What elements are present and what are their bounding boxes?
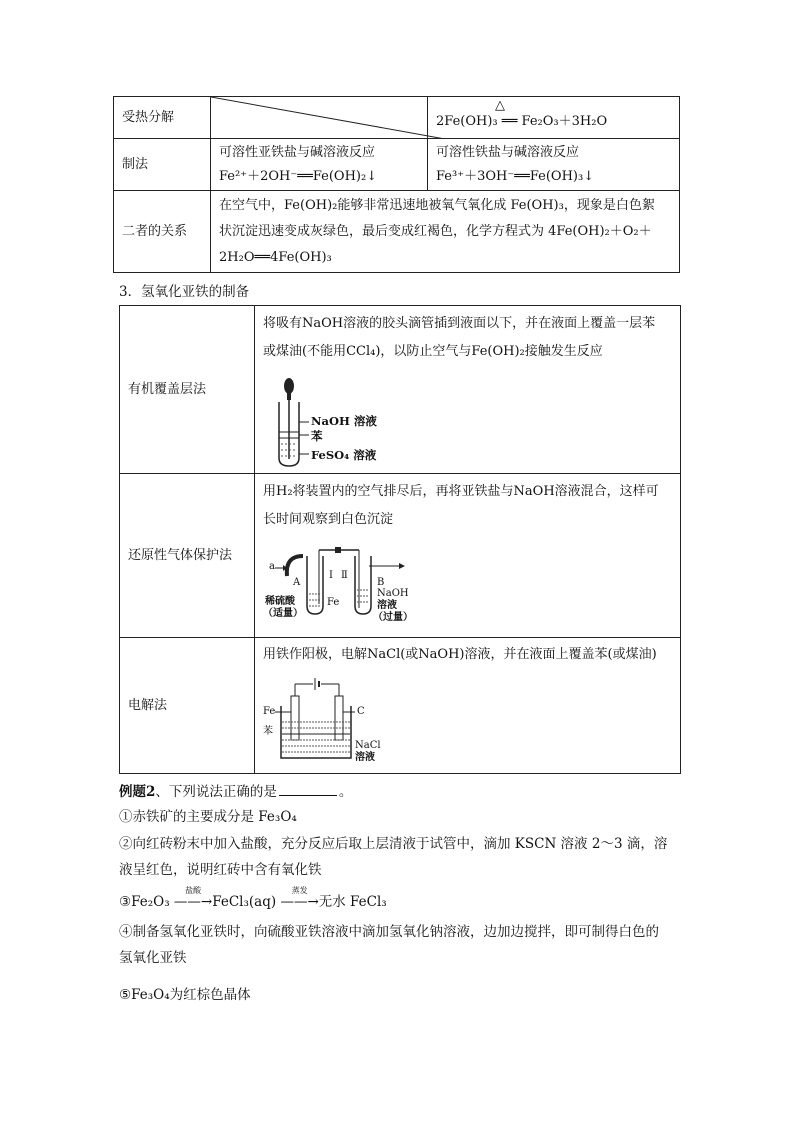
fe-oh3-decomposition: △ 2Fe(OH)₃ ══ Fe₂O₃＋3H₂O [428,97,680,139]
option-3: ③Fe₂O₃ 盐酸 ——→FeCl₃(aq) 蒸发 ——→无水 FeCl₃ [119,886,387,910]
relationship-text: 在空气中，Fe(OH)₂能够非常迅速地被氧气氧化成 Fe(OH)₃，现象是白色絮 状沉淀迅速变成灰绿色，最后变成红褐色，化学方程式为 4Fe(OH)₂＋O₂＋ 2H₂O══4Fe(OH)₃ [211,191,680,273]
diagonal-cell [211,97,428,139]
properties-table [113,96,680,273]
preparation-methods-table [119,305,681,774]
heat-symbol: △ [495,98,505,113]
label-electrolysis: 电解法 [120,638,255,774]
fe-oh3-preparation: 可溶性铁盐与碱溶液反应 Fe³⁺＋3OH⁻══Fe(OH)₃↓ [428,139,680,191]
option-1: ①赤铁矿的主要成分是 Fe₃O₄ [119,809,297,825]
label-reducing-gas: 还原性气体保护法 [120,474,255,638]
option-2-line1: ②向红砖粉末中加入盐酸，充分反应后取上层清液于试管中，滴加 KSCN 溶液 2～3 滴，溶 [119,836,668,852]
label-relationship: 二者的关系 [114,191,211,273]
answer-blank[interactable] [279,781,337,796]
reducing-gas-content: 用H₂将装置内的空气排尽后，再将亚铁盐与NaOH溶液混合，这样可 长时间观察到白色沉淀 a A Ⅰ Ⅱ B 稀硫酸 （适量） Fe NaOH 溶液 （过量） [255,474,681,638]
diagonal-line [211,97,445,139]
label-preparation: 制法 [114,139,211,191]
label-thermal-decomposition: 受热分解 [114,97,211,139]
option-2-line2: 液呈红色，说明红砖中含有氧化铁 [119,862,322,878]
section-3-title: 3．氢氧化亚铁的制备 [119,284,250,300]
electrolysis-content: 用铁作阳极，电解NaCl(或NaOH)溶液，并在液面上覆盖苯(或煤油) Fe C 苯 NaCl 溶液 [255,638,681,774]
option-4-line1: ④制备氢氧化亚铁时，向硫酸亚铁溶液中滴加氢氧化钠溶液，边加边搅拌，即可制得白色的 [119,924,659,940]
example-question: 例题2、下列说法正确的是 。 [119,781,352,802]
label-organic-cover: 有机覆盖层法 [120,306,255,474]
fe-oh2-preparation: 可溶性亚铁盐与碱溶液反应 Fe²⁺＋2OH⁻══Fe(OH)₂↓ [211,139,428,191]
organic-cover-content: 将吸有NaOH溶液的胶头滴管插到液面以下，并在液面上覆盖一层苯 或煤油(不能用CCl₄)，以防止空气与Fe(OH)₂接触发生反应 NaOH 溶液 苯 FeSO₄ 溶液 [255,306,681,474]
option-4-line2: 氢氧化亚铁 [119,950,187,966]
option-5: ⑤Fe₃O₄为红棕色晶体 [119,987,251,1003]
